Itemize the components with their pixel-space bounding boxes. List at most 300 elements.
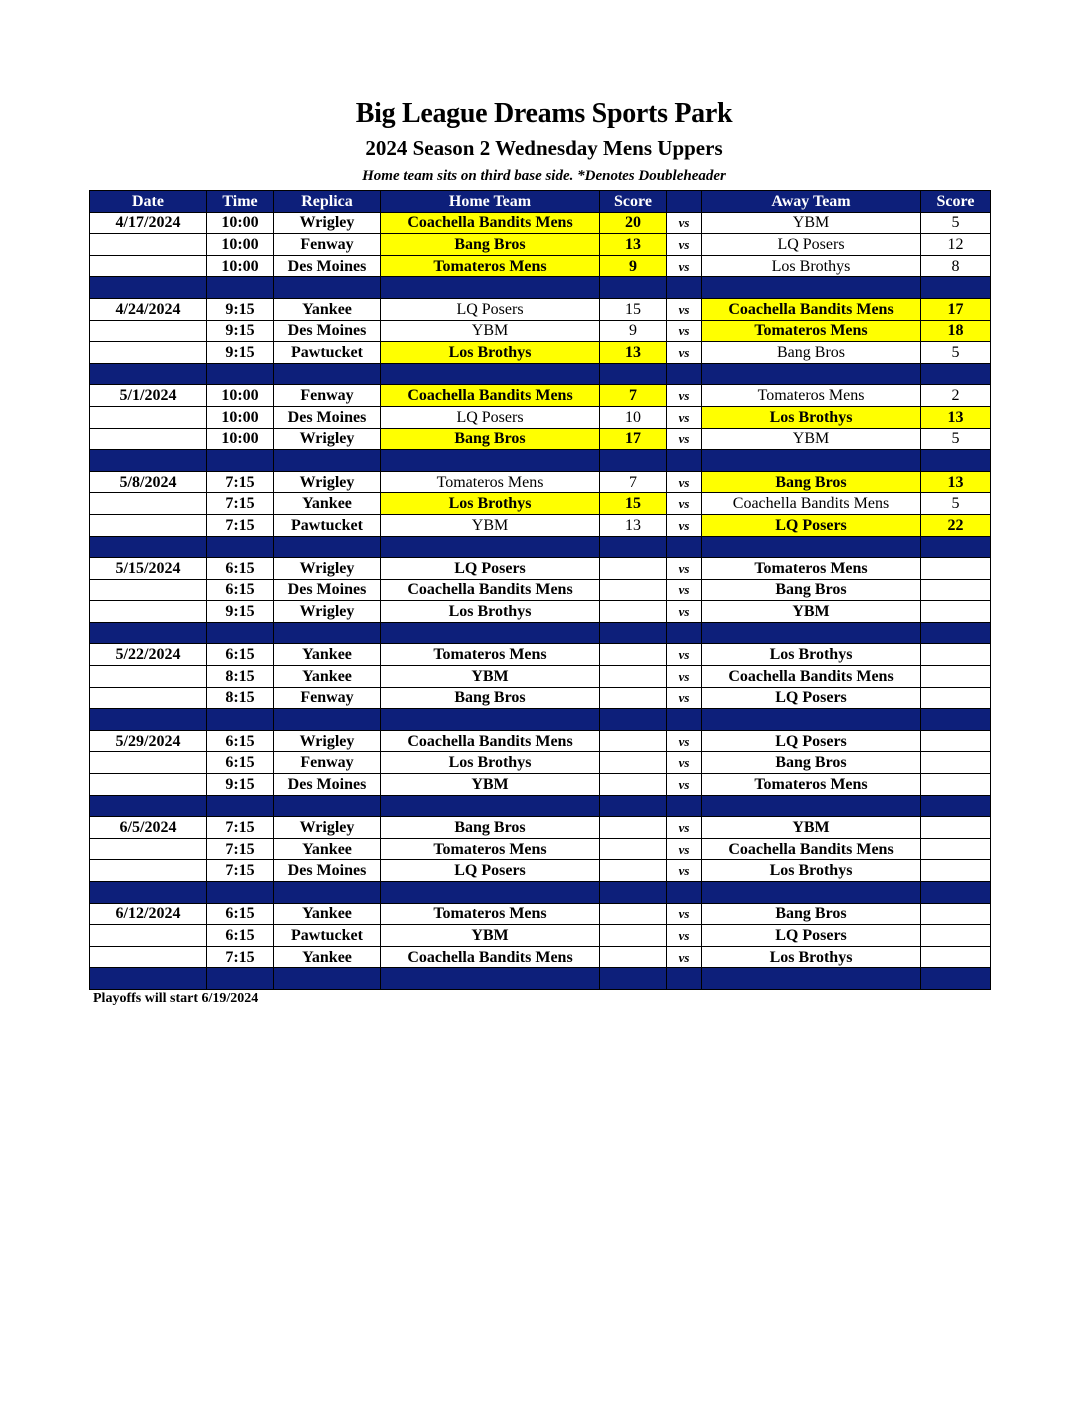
game-replica: Wrigley (274, 212, 381, 234)
away-score (921, 946, 991, 968)
game-date: 6/12/2024 (90, 903, 207, 925)
home-team: Los Brothys (381, 601, 600, 623)
away-score: 13 (921, 471, 991, 493)
game-date: 6/5/2024 (90, 817, 207, 839)
game-time: 8:15 (207, 687, 274, 709)
game-date (90, 601, 207, 623)
game-replica: Des Moines (274, 320, 381, 342)
home-score (600, 666, 667, 688)
away-team: Tomateros Mens (702, 558, 921, 580)
game-replica: Pawtucket (274, 514, 381, 536)
separator-cell (600, 795, 667, 817)
home-score (600, 601, 667, 623)
game-replica: Fenway (274, 687, 381, 709)
vs-label: vs (667, 946, 702, 968)
game-time: 7:15 (207, 514, 274, 536)
home-team: LQ Posers (381, 298, 600, 320)
home-score: 13 (600, 514, 667, 536)
game-replica: Pawtucket (274, 342, 381, 364)
away-team: Coachella Bandits Mens (702, 838, 921, 860)
game-row (90, 666, 991, 688)
game-time: 7:15 (207, 493, 274, 515)
game-row (90, 234, 991, 256)
away-team: Coachella Bandits Mens (702, 493, 921, 515)
away-score (921, 774, 991, 796)
home-team: YBM (381, 320, 600, 342)
away-team: YBM (702, 817, 921, 839)
week-separator-row (90, 968, 991, 990)
game-replica: Yankee (274, 644, 381, 666)
separator-cell (274, 622, 381, 644)
separator-cell (90, 363, 207, 385)
game-row (90, 817, 991, 839)
away-score: 5 (921, 493, 991, 515)
game-date (90, 925, 207, 947)
separator-cell (90, 968, 207, 990)
game-time: 8:15 (207, 666, 274, 688)
vs-label: vs (667, 903, 702, 925)
separator-cell (702, 968, 921, 990)
separator-cell (207, 968, 274, 990)
vs-label: vs (667, 493, 702, 515)
game-time: 9:15 (207, 601, 274, 623)
game-row (90, 925, 991, 947)
home-team: Coachella Bandits Mens (381, 730, 600, 752)
week-separator-row (90, 882, 991, 904)
home-score (600, 903, 667, 925)
game-row (90, 342, 991, 364)
game-row (90, 601, 991, 623)
away-team: Los Brothys (702, 406, 921, 428)
home-score (600, 730, 667, 752)
separator-cell (274, 536, 381, 558)
separator-cell (274, 968, 381, 990)
away-team: YBM (702, 212, 921, 234)
away-score (921, 730, 991, 752)
game-time: 7:15 (207, 946, 274, 968)
game-row (90, 493, 991, 515)
separator-cell (667, 536, 702, 558)
away-score: 17 (921, 298, 991, 320)
vs-label: vs (667, 925, 702, 947)
game-row (90, 428, 991, 450)
separator-cell (90, 450, 207, 472)
separator-cell (381, 795, 600, 817)
home-score: 17 (600, 428, 667, 450)
away-score (921, 817, 991, 839)
separator-cell (702, 536, 921, 558)
game-time: 9:15 (207, 320, 274, 342)
separator-cell (600, 277, 667, 299)
game-row (90, 687, 991, 709)
game-row (90, 320, 991, 342)
game-row (90, 255, 991, 277)
vs-label: vs (667, 666, 702, 688)
game-date (90, 255, 207, 277)
separator-cell (667, 622, 702, 644)
game-replica: Fenway (274, 385, 381, 407)
away-team: Bang Bros (702, 579, 921, 601)
separator-cell (921, 363, 991, 385)
home-team: Coachella Bandits Mens (381, 579, 600, 601)
home-team: Tomateros Mens (381, 255, 600, 277)
header-date: Date (90, 191, 207, 213)
away-score (921, 644, 991, 666)
separator-cell (702, 795, 921, 817)
game-row (90, 838, 991, 860)
game-date (90, 946, 207, 968)
separator-cell (381, 363, 600, 385)
game-row (90, 752, 991, 774)
separator-cell (667, 795, 702, 817)
separator-cell (702, 450, 921, 472)
away-team: YBM (702, 601, 921, 623)
separator-cell (667, 968, 702, 990)
game-time: 7:15 (207, 817, 274, 839)
game-time: 10:00 (207, 428, 274, 450)
game-time: 6:15 (207, 558, 274, 580)
away-team: LQ Posers (702, 514, 921, 536)
game-time: 9:15 (207, 774, 274, 796)
home-team: Tomateros Mens (381, 903, 600, 925)
away-team: LQ Posers (702, 687, 921, 709)
game-replica: Des Moines (274, 860, 381, 882)
separator-cell (381, 968, 600, 990)
game-time: 6:15 (207, 644, 274, 666)
vs-label: vs (667, 234, 702, 256)
header-away-score: Score (921, 191, 991, 213)
vs-label: vs (667, 774, 702, 796)
away-team: Los Brothys (702, 255, 921, 277)
away-score (921, 687, 991, 709)
vs-label: vs (667, 298, 702, 320)
separator-cell (667, 882, 702, 904)
separator-cell (921, 795, 991, 817)
home-score (600, 579, 667, 601)
separator-cell (600, 968, 667, 990)
game-replica: Des Moines (274, 406, 381, 428)
game-replica: Wrigley (274, 558, 381, 580)
vs-label: vs (667, 601, 702, 623)
home-team: Tomateros Mens (381, 471, 600, 493)
game-replica: Wrigley (274, 471, 381, 493)
game-date (90, 514, 207, 536)
away-team: Bang Bros (702, 903, 921, 925)
away-score: 5 (921, 428, 991, 450)
game-date (90, 666, 207, 688)
vs-label: vs (667, 579, 702, 601)
vs-label: vs (667, 730, 702, 752)
home-team: Coachella Bandits Mens (381, 946, 600, 968)
away-score: 18 (921, 320, 991, 342)
home-team: YBM (381, 774, 600, 796)
vs-label: vs (667, 471, 702, 493)
game-replica: Fenway (274, 752, 381, 774)
schedule-table (89, 190, 991, 990)
away-team: Bang Bros (702, 471, 921, 493)
playoffs-note: Playoffs will start 6/19/2024 (93, 991, 259, 1006)
separator-cell (207, 882, 274, 904)
separator-cell (90, 536, 207, 558)
game-replica: Yankee (274, 666, 381, 688)
game-row (90, 212, 991, 234)
game-date: 5/22/2024 (90, 644, 207, 666)
away-score (921, 601, 991, 623)
home-score: 7 (600, 471, 667, 493)
game-row (90, 730, 991, 752)
home-team: YBM (381, 514, 600, 536)
schedule-body (90, 212, 991, 989)
game-time: 6:15 (207, 752, 274, 774)
game-time: 6:15 (207, 579, 274, 601)
separator-cell (921, 709, 991, 731)
game-time: 6:15 (207, 730, 274, 752)
game-date (90, 234, 207, 256)
home-team: LQ Posers (381, 860, 600, 882)
separator-cell (381, 709, 600, 731)
away-team: Coachella Bandits Mens (702, 666, 921, 688)
home-team-note: Home team sits on third base side. *Denotes Doubleheader (362, 168, 726, 184)
separator-cell (90, 795, 207, 817)
home-score: 13 (600, 342, 667, 364)
home-score (600, 860, 667, 882)
game-time: 9:15 (207, 342, 274, 364)
game-time: 7:15 (207, 860, 274, 882)
separator-cell (274, 363, 381, 385)
separator-cell (207, 536, 274, 558)
game-replica: Yankee (274, 298, 381, 320)
week-separator-row (90, 450, 991, 472)
vs-label: vs (667, 687, 702, 709)
home-team: Los Brothys (381, 342, 600, 364)
week-separator-row (90, 795, 991, 817)
separator-cell (207, 277, 274, 299)
header-time: Time (207, 191, 274, 213)
away-score: 8 (921, 255, 991, 277)
separator-cell (207, 622, 274, 644)
away-score: 2 (921, 385, 991, 407)
game-time: 6:15 (207, 903, 274, 925)
game-replica: Yankee (274, 493, 381, 515)
game-date: 5/1/2024 (90, 385, 207, 407)
game-time: 9:15 (207, 298, 274, 320)
game-date (90, 320, 207, 342)
separator-cell (207, 363, 274, 385)
game-replica: Pawtucket (274, 925, 381, 947)
separator-cell (600, 450, 667, 472)
week-separator-row (90, 363, 991, 385)
vs-label: vs (667, 406, 702, 428)
away-team: LQ Posers (702, 925, 921, 947)
vs-label: vs (667, 838, 702, 860)
game-row (90, 903, 991, 925)
home-team: Coachella Bandits Mens (381, 212, 600, 234)
away-score (921, 666, 991, 688)
week-separator-row (90, 622, 991, 644)
vs-label: vs (667, 385, 702, 407)
away-team: Bang Bros (702, 752, 921, 774)
separator-cell (921, 536, 991, 558)
header-replica: Replica (274, 191, 381, 213)
game-date: 5/15/2024 (90, 558, 207, 580)
away-score: 5 (921, 342, 991, 364)
away-team: Los Brothys (702, 946, 921, 968)
game-date: 4/17/2024 (90, 212, 207, 234)
home-team: Tomateros Mens (381, 838, 600, 860)
home-score: 9 (600, 255, 667, 277)
game-replica: Fenway (274, 234, 381, 256)
game-date (90, 579, 207, 601)
separator-cell (702, 709, 921, 731)
vs-label: vs (667, 342, 702, 364)
game-replica: Wrigley (274, 428, 381, 450)
game-date (90, 687, 207, 709)
home-team: YBM (381, 666, 600, 688)
home-team: Los Brothys (381, 493, 600, 515)
away-score: 5 (921, 212, 991, 234)
separator-cell (274, 882, 381, 904)
home-team: LQ Posers (381, 406, 600, 428)
home-team: Tomateros Mens (381, 644, 600, 666)
vs-label: vs (667, 817, 702, 839)
header-home-score: Score (600, 191, 667, 213)
game-replica: Wrigley (274, 730, 381, 752)
away-team: Coachella Bandits Mens (702, 298, 921, 320)
home-score: 9 (600, 320, 667, 342)
home-score: 20 (600, 212, 667, 234)
separator-cell (667, 450, 702, 472)
separator-cell (381, 882, 600, 904)
away-score (921, 903, 991, 925)
vs-label: vs (667, 514, 702, 536)
away-team: Los Brothys (702, 860, 921, 882)
page-title: Big League Dreams Sports Park (355, 98, 733, 129)
separator-cell (90, 622, 207, 644)
separator-cell (274, 709, 381, 731)
game-replica: Des Moines (274, 579, 381, 601)
separator-cell (702, 277, 921, 299)
home-score: 13 (600, 234, 667, 256)
game-time: 7:15 (207, 838, 274, 860)
home-team: Coachella Bandits Mens (381, 385, 600, 407)
home-score (600, 687, 667, 709)
game-row (90, 298, 991, 320)
away-score (921, 838, 991, 860)
home-score (600, 774, 667, 796)
game-replica: Yankee (274, 838, 381, 860)
separator-cell (667, 277, 702, 299)
week-separator-row (90, 709, 991, 731)
separator-cell (381, 450, 600, 472)
separator-cell (207, 450, 274, 472)
game-date (90, 774, 207, 796)
game-replica: Wrigley (274, 601, 381, 623)
home-score (600, 644, 667, 666)
header-vs (667, 191, 702, 213)
separator-cell (667, 363, 702, 385)
game-time: 10:00 (207, 234, 274, 256)
game-row (90, 860, 991, 882)
home-score (600, 558, 667, 580)
game-replica: Wrigley (274, 817, 381, 839)
vs-label: vs (667, 428, 702, 450)
game-time: 10:00 (207, 255, 274, 277)
schedule-header-row (90, 191, 991, 213)
home-team: YBM (381, 925, 600, 947)
game-row (90, 514, 991, 536)
week-separator-row (90, 536, 991, 558)
home-score: 7 (600, 385, 667, 407)
week-separator-row (90, 277, 991, 299)
game-date (90, 406, 207, 428)
game-replica: Yankee (274, 946, 381, 968)
game-row (90, 644, 991, 666)
separator-cell (921, 882, 991, 904)
game-row (90, 406, 991, 428)
away-team: Tomateros Mens (702, 320, 921, 342)
away-score (921, 860, 991, 882)
page-subtitle: 2024 Season 2 Wednesday Mens Uppers (365, 136, 723, 160)
game-time: 6:15 (207, 925, 274, 947)
game-time: 10:00 (207, 406, 274, 428)
vs-label: vs (667, 752, 702, 774)
home-team: Bang Bros (381, 817, 600, 839)
separator-cell (921, 277, 991, 299)
game-row (90, 946, 991, 968)
away-team: Tomateros Mens (702, 385, 921, 407)
header-away-team: Away Team (702, 191, 921, 213)
game-row (90, 579, 991, 601)
game-replica: Yankee (274, 903, 381, 925)
home-team: Bang Bros (381, 428, 600, 450)
game-date: 4/24/2024 (90, 298, 207, 320)
separator-cell (921, 450, 991, 472)
home-score (600, 925, 667, 947)
home-score: 15 (600, 493, 667, 515)
home-score (600, 838, 667, 860)
separator-cell (600, 622, 667, 644)
separator-cell (667, 709, 702, 731)
game-row (90, 385, 991, 407)
away-score (921, 579, 991, 601)
separator-cell (274, 277, 381, 299)
away-team: Bang Bros (702, 342, 921, 364)
separator-cell (207, 709, 274, 731)
home-score: 15 (600, 298, 667, 320)
home-team: Bang Bros (381, 687, 600, 709)
separator-cell (921, 968, 991, 990)
game-date: 5/29/2024 (90, 730, 207, 752)
home-score: 10 (600, 406, 667, 428)
vs-label: vs (667, 255, 702, 277)
separator-cell (381, 277, 600, 299)
away-team: LQ Posers (702, 234, 921, 256)
separator-cell (274, 450, 381, 472)
vs-label: vs (667, 212, 702, 234)
away-team: Los Brothys (702, 644, 921, 666)
separator-cell (274, 795, 381, 817)
game-date: 5/8/2024 (90, 471, 207, 493)
separator-cell (90, 277, 207, 299)
game-date (90, 428, 207, 450)
separator-cell (600, 536, 667, 558)
game-time: 10:00 (207, 385, 274, 407)
game-row (90, 471, 991, 493)
away-team: YBM (702, 428, 921, 450)
separator-cell (921, 622, 991, 644)
away-team: LQ Posers (702, 730, 921, 752)
game-row (90, 558, 991, 580)
